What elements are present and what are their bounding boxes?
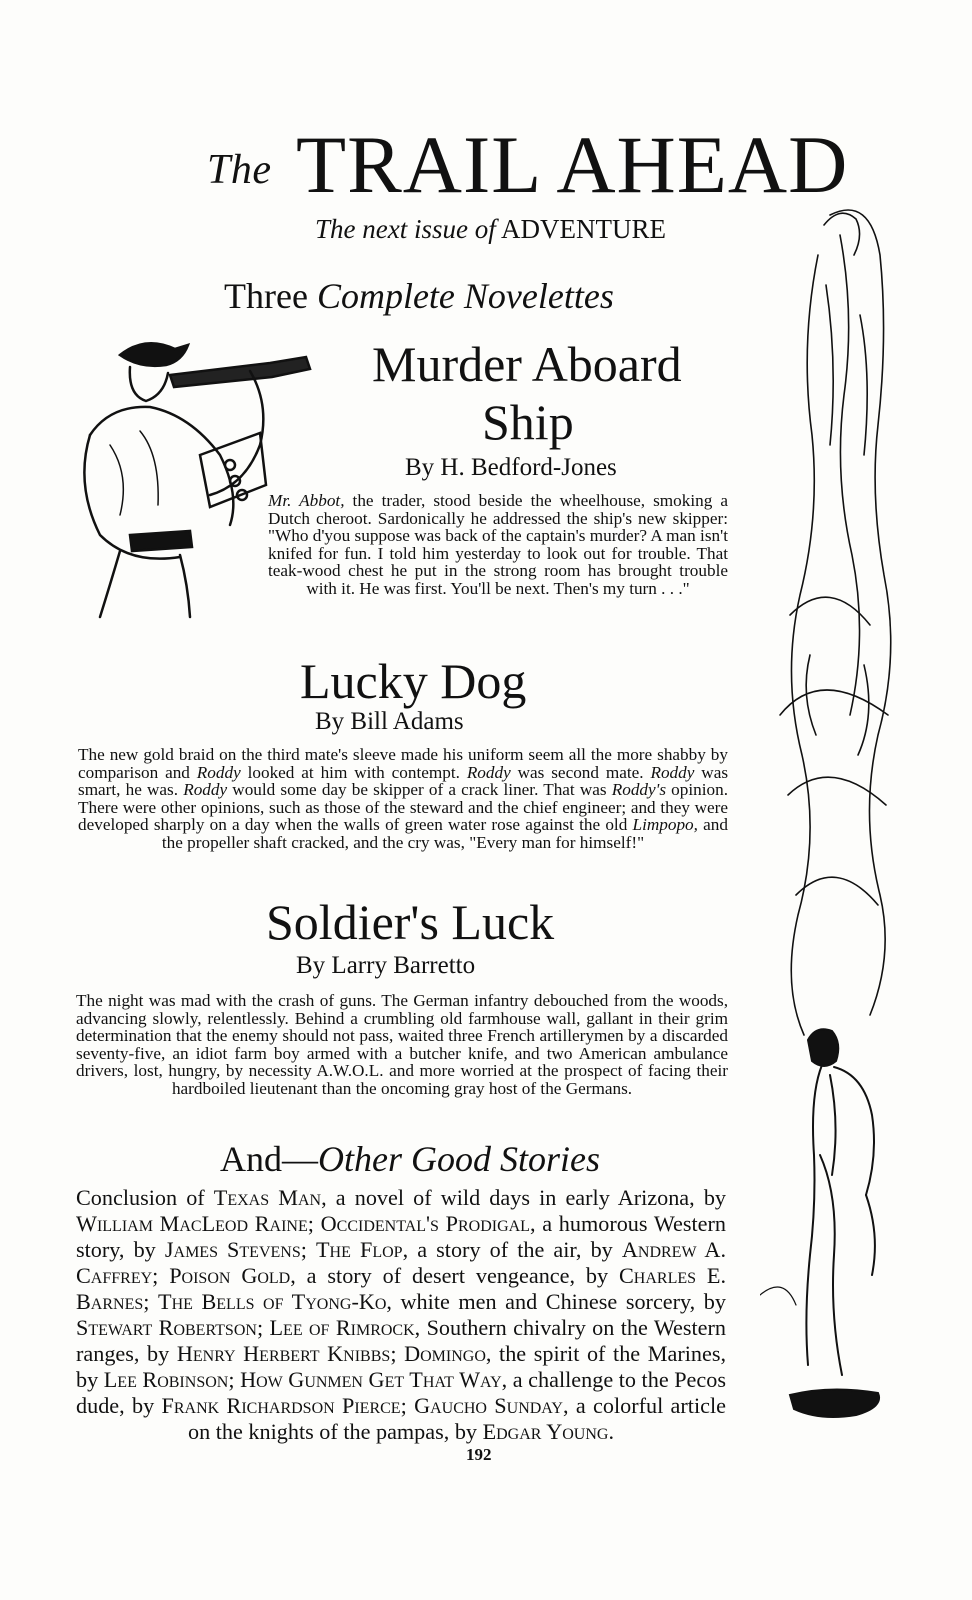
title-the: The	[207, 147, 272, 193]
subtitle-pre: The next issue	[315, 214, 468, 244]
story-title-murder-aboard: Murder Aboard	[372, 336, 682, 392]
blurb-lead: Mr. Abbot,	[268, 491, 345, 510]
story-blurb-soldiers-luck: The night was mad with the crash of guns. The German infantry debouched from the woods, advancing slowly, relentlessly. Behind a crumbling old farmhouse wall, gallant in their grim determination that the enemy should not pass, waited three French artillerymen by a discarded seventy-five, an idiot farm boy armed with a butcher knife, and two American ambulance drivers, lost, hungry, by necessity A.W.O.L. and more worried at the prospect of facing their hardboiled lieutenant than the oncoming gray host of the Germans.	[76, 991, 728, 1098]
story-blurb-lucky-dog: The new gold braid on the third mate's sleeve made his uniform seem all the more shabby by comparison and Roddy looked at him with contempt. Roddy was second mate. Roddy was smart, he was. Roddy would some day be skipper of a crack liner. That was Roddy's opinion. There were other opinions, such as those of the steward and the chief engineer; and they were developed sharply on a day when the walls of green water rose against the old Limpopo, and the propeller shaft cracked, and the cry was, "Every man for himself!"	[78, 745, 729, 852]
page-number: 192	[466, 1445, 492, 1464]
story-title-ship: Ship	[482, 394, 574, 450]
other-stories-heading: And—Other Good Stories	[220, 1139, 600, 1179]
story-byline-adams: By Bill Adams	[315, 708, 464, 735]
other-stories-list: Conclusion of Texas Man, a novel of wild days in early Arizona, by William MacLeod Raine; Occidental's Prodigal, a humorous Western story, by James Stevens; The Flop, a story of the air, by Andrew A. Caffrey; Poison Gold, a story of desert vengeance, by Charles E. Barnes; The Bells of Tyong-Ko, white men and Chinese sorcery, by Stewart Robertson; Lee of Rimrock, Southern chivalry on the Western ranges, by Henry Herbert Knibbs; Domingo, the spirit of the Marines, by Lee Robinson; How Gunmen Get That Way, a challenge to the Pecos dude, by Frank Richardson Pierce; Gaucho Sunday, a colorful article on the knights of the pampas, by Edgar Young.	[76, 1185, 727, 1444]
section-label: Complete Novelettes	[316, 276, 614, 316]
story-byline-barretto: By Larry Barretto	[296, 952, 476, 979]
story-title-soldiers-luck: Soldier's Luck	[266, 894, 555, 950]
subtitle-magazine: ADVENTURE	[501, 214, 666, 244]
subtitle-of: of	[474, 214, 496, 244]
title-main: TRAIL AHEAD	[296, 119, 849, 210]
subtitle	[315, 214, 666, 245]
story-blurb-murder-aboard-ship: Mr. Abbot, the trader, stood beside the wheelhouse, smoking a Dutch cheroot. Sardonically he addressed the ship's new skipper: "Who d'you suppose was back of the captain's murder? A man isn't knifed for fun. I told him yesterday to look out for trouble. That teak-wood chest he put in the strong room has brought trouble with it. He was first. You'll be next. Then's my turn . . ."	[268, 491, 728, 598]
rock-spire-man-illustration	[760, 195, 940, 1435]
story-byline-bedford-jones: By H. Bedford-Jones	[405, 454, 617, 481]
section-heading	[224, 275, 614, 317]
section-three: Three	[224, 276, 308, 316]
story-title-lucky-dog: Lucky Dog	[300, 653, 527, 709]
